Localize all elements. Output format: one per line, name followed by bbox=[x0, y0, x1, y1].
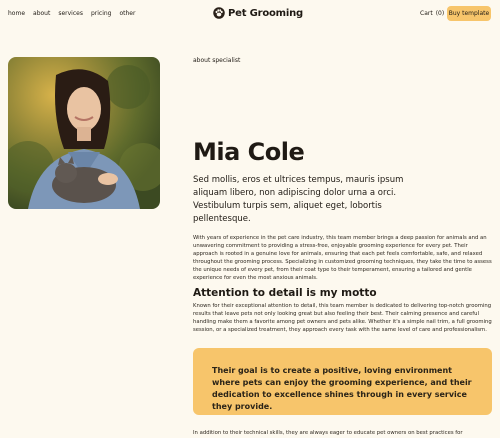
specialist-photo-image bbox=[8, 57, 160, 209]
section-eyebrow: about specialist bbox=[193, 57, 241, 64]
paw-icon bbox=[213, 7, 225, 19]
specialist-photo bbox=[8, 57, 160, 209]
cart-link[interactable] bbox=[420, 10, 447, 17]
nav-link-services[interactable]: services bbox=[58, 10, 83, 17]
nav-link-pricing[interactable]: pricing bbox=[90, 10, 112, 17]
cart-label: Cart bbox=[420, 10, 433, 17]
nav-link-about[interactable]: about bbox=[33, 10, 51, 17]
brand-name: Pet Grooming bbox=[228, 7, 303, 19]
quote-text: Their goal is to create a positive, loving environment where pets can enjoy the grooming experience, and their dedication to excellence shines through in every service they provide. bbox=[212, 366, 472, 411]
bio-paragraph-3: In addition to their technical skills, they are always eager to educate pet owners on best practices for bbox=[193, 430, 463, 436]
nav-links bbox=[8, 10, 135, 17]
buy-template-button[interactable]: Buy template bbox=[447, 6, 491, 21]
top-navigation bbox=[0, 0, 500, 30]
bio-paragraph-2: Known for their exceptional attention to detail, this team member is dedicated to delivering top-notch grooming results that leave pets not only looking great but also feeling their best. Their calming presence and careful handling make them a favorite among pet owners and pets alike. Whether it's a simple nail trim, a full grooming session, or a specialized treatment, they approach every task with the same level of care and professionalism. bbox=[193, 303, 492, 333]
nav-link-other[interactable]: other bbox=[119, 10, 136, 17]
cart-count: (0) bbox=[435, 10, 445, 17]
quote-card bbox=[193, 348, 492, 415]
nav-link-home[interactable]: home bbox=[8, 10, 26, 17]
motto-heading: Attention to detail is my motto bbox=[193, 287, 377, 299]
bio-paragraph-1: With years of experience in the pet care industry, this team member brings a deep passion for animals and an unwavering commitment to providing a stress-free, enjoyable grooming experience for every pet. Their approach is rooted in a genuine love for animals, ensuring that each pet feels comfortable, safe, and relaxed throughout the grooming process. Specializing in customized grooming techniques, they take the time to assess the unique needs of every pet, from their coat type to their temperament, ensuring a tailored and gentle experience for even the most anxious animals. bbox=[193, 235, 492, 281]
specialist-name: Mia Cole bbox=[193, 138, 305, 166]
specialist-lead-text: Sed mollis, eros et ultrices tempus, mauris ipsum aliquam libero, non adipiscing dolor urna a orci. Vestibulum turpis sem, aliquet eget, lobortis pellentesque. bbox=[193, 175, 404, 224]
brand-logo[interactable] bbox=[213, 7, 303, 19]
